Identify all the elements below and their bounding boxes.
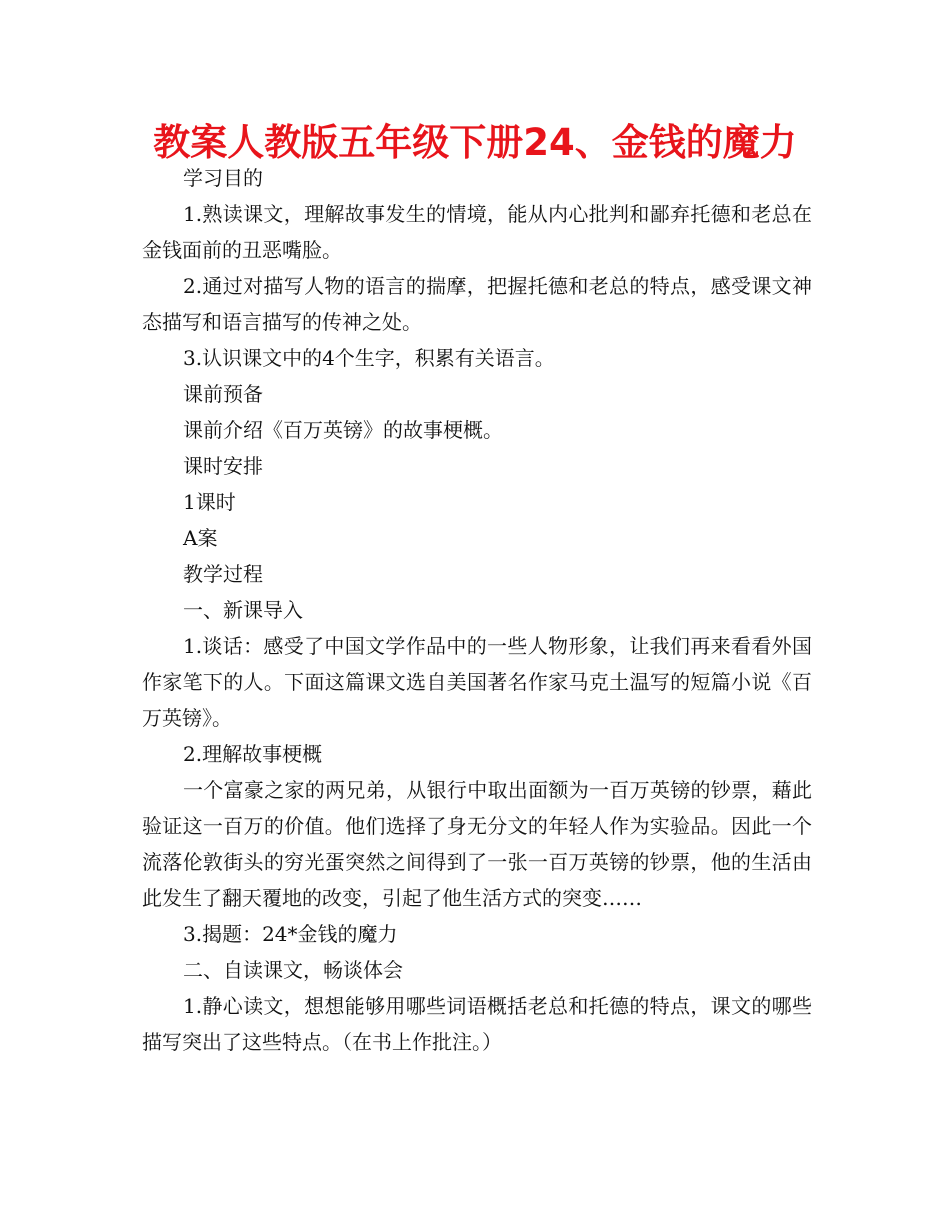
heading-preparation: 课前预备 [183, 382, 263, 406]
heading-objectives: 学习目的 [183, 166, 263, 190]
preparation-text: 课前介绍《百万英镑》的故事梗概。 [183, 418, 503, 442]
story-summary: 一个富豪之家的两兄弟，从银行中取出面额为一百万英镑的钞票，藉此验证这一百万的价值。他们选择了身无分文的年轻人作为实验品。因此一个流落伦敦街头的穷光蛋突然之间得到了一张一百万英镑的钞票，他的生活由此发生了翻天覆地的改变，引起了他生活方式的突变…… [142, 778, 812, 910]
section-2-step-1: 1.静心读文，想想能够用哪些词语概括老总和托德的特点，课文的哪些描写突出了这些特点。（在书上作批注。） [142, 994, 812, 1054]
objective-3: 3.认识课文中的4个生字，积累有关语言。 [183, 346, 555, 370]
heading-schedule: 课时安排 [183, 454, 263, 478]
step-2-heading: 2.理解故事梗概 [183, 742, 323, 766]
schedule-text: 1课时 [183, 490, 236, 514]
section-2-heading: 二、自读课文，畅谈体会 [183, 958, 403, 982]
step-1-talk: 1.谈话：感受了中国文学作品中的一些人物形象，让我们再来看看外国作家笔下的人。下面这篇课文选自美国著名作家马克土温写的短篇小说《百万英镑》。 [142, 634, 812, 730]
objective-1: 1.熟读课文，理解故事发生的情境，能从内心批判和鄙弃托德和老总在金钱面前的丑恶嘴脸。 [142, 202, 812, 262]
document-body [142, 160, 812, 1060]
section-1-heading: 一、新课导入 [183, 598, 303, 622]
heading-process: 教学过程 [183, 562, 263, 586]
document-title: 教案人教版五年级下册24、金钱的魔力 [153, 121, 797, 164]
objective-2: 2.通过对描写人物的语言的揣摩，把握托德和老总的特点，感受课文神态描写和语言描写的传神之处。 [142, 274, 812, 334]
plan-label: A案 [183, 526, 218, 550]
step-3-topic: 3.揭题：24*金钱的魔力 [183, 922, 398, 946]
